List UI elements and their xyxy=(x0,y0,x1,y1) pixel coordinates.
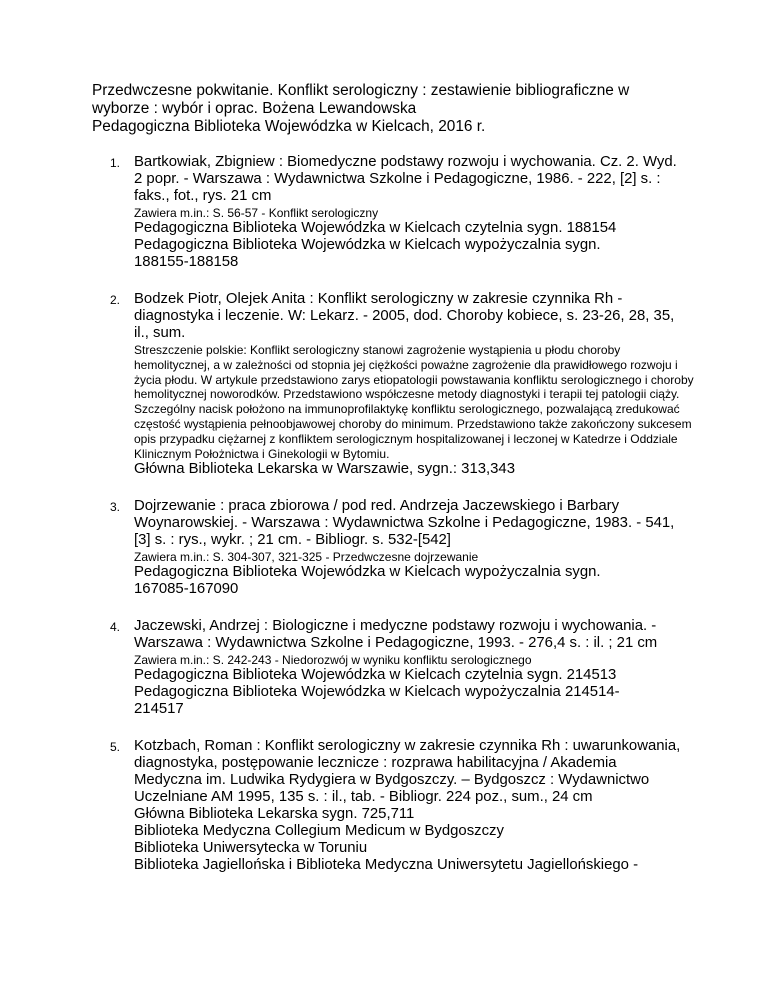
entry-location: Główna Biblioteka Lekarska w Warszawie, sygn.: 313,343 xyxy=(134,461,515,478)
header-line-publisher: Pedagogiczna Biblioteka Wojewódzka w Kielcach, 2016 r. xyxy=(92,118,486,135)
entry-citation: Dojrzewanie : praca zbiorowa / pod red. Andrzeja Jaczewskiego i Barbary Woynarowskiej. - Warszawa : Wydawnictwa Szkolne i Pedagogiczne, 1983. - 541, [3] s. : rys., wykr. ; 21 cm. - Bibliogr. s. 532-[542] xyxy=(134,498,675,549)
entry-number: 3. xyxy=(110,500,121,515)
document-header xyxy=(92,82,692,136)
entry-location: Pedagogiczna Biblioteka Wojewódzka w Kielcach czytelnia sygn. 214513 xyxy=(134,667,617,684)
entry-citation: Kotzbach, Roman : Konflikt serologiczny w zakresie czynnika Rh : uwarunkowania, diagnostyka, postępowanie lecznicze : rozprawa habilitacyjna / Akademia Medyczna im. Ludwika Rydygiera w Bydgoszczy. – Bydgoszcz : Wydawnictwo Uczelniane AM 1995, 135 s. : il., tab. - Bibliogr. 224 poz., sum., 24 cm xyxy=(134,738,681,806)
entry-note: Zawiera m.in.: S. 304-307, 321-325 - Przedwczesne dojrzewanie xyxy=(134,550,479,565)
entry-location: Główna Biblioteka Lekarska sygn. 725,711 xyxy=(134,806,415,823)
entry-number: 4. xyxy=(110,620,121,635)
entry-citation: Jaczewski, Andrzej : Biologiczne i medyczne podstawy rozwoju i wychowania. - Warszawa : Wydawnictwa Szkolne i Pedagogiczne, 1993. - 276,4 s. : il. ; 21 cm xyxy=(134,618,658,652)
entry-location: Pedagogiczna Biblioteka Wojewódzka w Kielcach wypożyczalnia sygn. 167085-167090 xyxy=(134,564,601,598)
bibliography-entry xyxy=(0,738,768,874)
bibliography-entry xyxy=(0,498,768,598)
header-line-author: wyborze : wybór i oprac. Bożena Lewandowska xyxy=(92,100,417,117)
entry-number: 5. xyxy=(110,740,121,755)
entry-number: 2. xyxy=(110,293,121,307)
bibliography-entry xyxy=(0,618,768,718)
entry-location: Biblioteka Uniwersytecka w Toruniu xyxy=(134,840,368,857)
entry-location: Biblioteka Jagiellońska i Biblioteka Medyczna Uniwersytetu Jagiellońskiego - xyxy=(134,857,639,874)
entry-citation: Bodzek Piotr, Olejek Anita : Konflikt serologiczny w zakresie czynnika Rh - diagnostyka i leczenie. W: Lekarz. - 2005, dod. Choroby kobiece, s. 23-26, 28, 35, il., sum. xyxy=(134,291,675,341)
header-line-title: Przedwczesne pokwitanie. Konflikt serologiczny : zestawienie bibliograficzne w xyxy=(92,82,630,99)
entry-location: Pedagogiczna Biblioteka Wojewódzka w Kielcach wypożyczalnia sygn. 188155-188158 xyxy=(134,237,601,270)
entry-number: 1. xyxy=(110,156,121,170)
entry-abstract: Streszczenie polskie: Konflikt serologiczny stanowi zagrożenie wystąpienia u płodu choroby hemolitycznej, a w zależności od stopnia jej ciężkości poważne zagrożenie dla prawidłowego rozwoju i życia płodu. W artykule przedstawiono zarys etiopatologii powstawania konfliktu serologicznego i choroby hemolitycznej noworodków. Przedstawiono współczesne metody diagnostyki i terapii tej patologii ciąży. Szczególny nacisk położono na immunoprofilaktykę konfliktu serologicznego, pozwalającą zredukować częstość wystąpienia pełnoobjawowej choroby do minimum. Przedstawiono także zakończony sukcesem opis przypadku ciężarnej z konfliktem serologicznym hospitalizowanej i leczonej w Katedrze i Oddziale Klinicznym Położnictwa i Ginekologii w Bytomiu. xyxy=(134,343,694,461)
bibliography-entry xyxy=(0,154,768,271)
entry-note: Zawiera m.in.: S. 242-243 - Niedorozwój w wyniku konfliktu serologicznego xyxy=(134,653,532,668)
entry-location: Pedagogiczna Biblioteka Wojewódzka w Kielcach wypożyczalnia 214514-214517 xyxy=(134,684,620,718)
entry-location: Biblioteka Medyczna Collegium Medicum w Bydgoszczy xyxy=(134,823,504,840)
entry-citation: Bartkowiak, Zbigniew : Biomedyczne podstawy rozwoju i wychowania. Cz. 2. Wyd. 2 popr. - Warszawa : Wydawnictwa Szkolne i Pedagogiczne, 1986. - 222, [2] s. : faks., fot., rys. 21 cm xyxy=(134,154,677,204)
bibliography-list xyxy=(0,154,768,874)
bibliography-entry xyxy=(0,291,768,478)
entry-location: Pedagogiczna Biblioteka Wojewódzka w Kielcach czytelnia sygn. 188154 xyxy=(134,220,617,236)
entry-note: Zawiera m.in.: S. 56-57 - Konflikt serologiczny xyxy=(134,206,379,220)
